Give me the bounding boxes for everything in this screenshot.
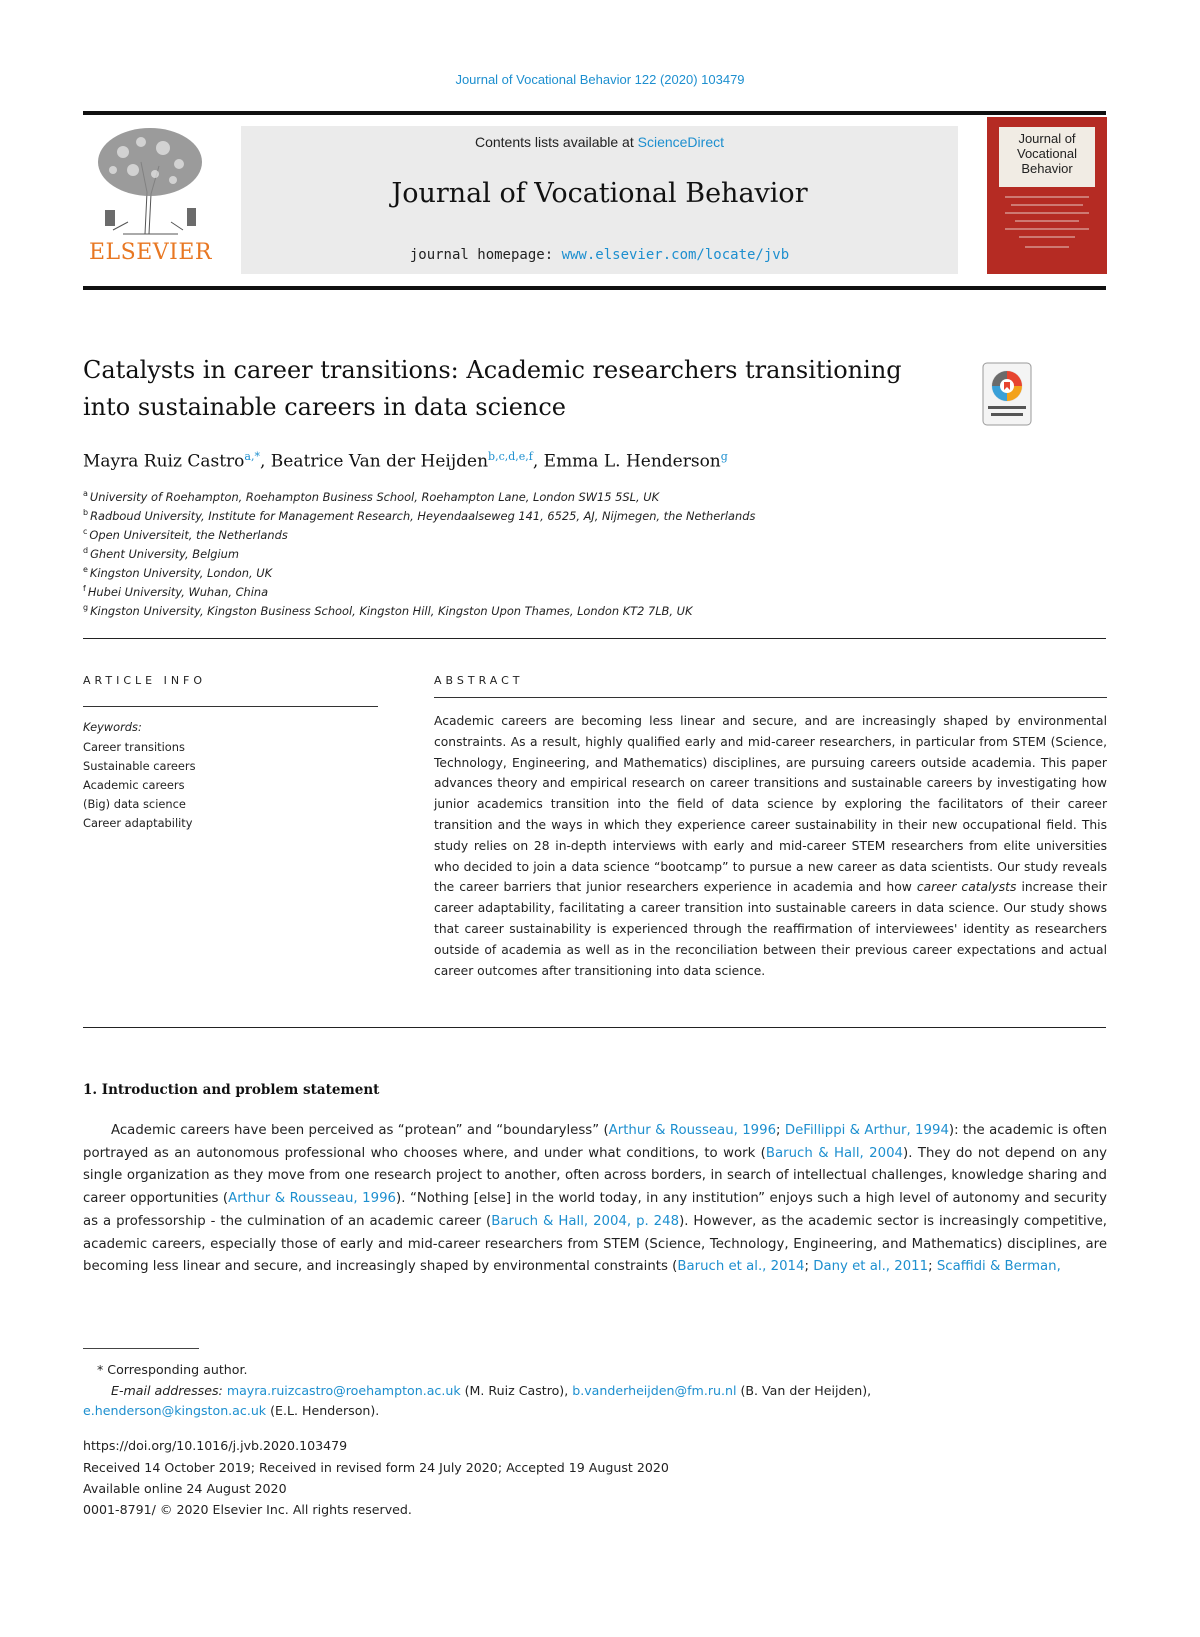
body-text: Academic careers have been perceived as “protean” and “boundaryless” (: [111, 1123, 609, 1138]
abstract-emphasis: career catalysts: [916, 880, 1017, 895]
available-online: Available online 24 August 2020: [83, 1481, 287, 1496]
affiliation: [83, 565, 1083, 580]
citation-link[interactable]: Dany et al., 2011: [813, 1259, 929, 1275]
header-top-rule: [83, 111, 1106, 115]
email-link[interactable]: mayra.ruizcastro@roehampton.ac.uk: [226, 1383, 461, 1398]
citation-link[interactable]: Arthur & Rousseau, 1996: [228, 1191, 397, 1207]
affiliation-text: Open Universiteit, the Netherlands: [89, 527, 288, 542]
body-text: ;: [928, 1259, 937, 1275]
keyword: (Big) data science: [83, 796, 186, 811]
citation-link[interactable]: Baruch et al., 2014: [677, 1259, 805, 1275]
elsevier-tree-icon: [83, 122, 218, 237]
affiliation-text: Radboud University, Institute for Management Research, Heyendaalseweg 141, 6525, AJ, Nijmegen, the Netherlands: [90, 508, 756, 523]
journal-cover: [987, 117, 1107, 274]
email-owner: (E.L. Henderson).: [266, 1403, 380, 1418]
affiliation-mark: d: [83, 546, 89, 555]
author-name[interactable]: Beatrice Van der Heijden: [270, 451, 489, 472]
body-text: ). They do not depend on any single organization as they move from one research project to another, often across borders, in search of intellectual challenges, knowledge sharing and career opportunities (: [83, 1145, 1108, 1207]
affiliation-text: Kingston University, Kingston Business School, Kingston Hill, Kingston Upon Thames, London KT2 7LB, UK: [90, 603, 693, 618]
affiliation-mark: a: [83, 489, 88, 498]
article-info-heading: ARTICLE INFO: [83, 674, 207, 687]
affiliation-mark: c: [83, 527, 88, 536]
sciencedirect-link[interactable]: ScienceDirect: [637, 134, 724, 150]
cover-decoration-icon: [1005, 193, 1089, 253]
abstract-bottom-rule: [83, 1027, 1106, 1028]
abstract-text-part: increase their career adaptability, facilitating a career transition into sustainable careers in data science. Our study shows that career sustainability is experienced through the reaffirmation of interviewees' identity as researchers outside of academia as well as in the reconciliation between their previous career expectations and actual career outcomes after transitioning into data science.: [434, 880, 1107, 978]
title-block-rule: [83, 638, 1106, 639]
abstract-text: [434, 711, 1107, 981]
homepage-link[interactable]: www.elsevier.com/locate/jvb: [561, 247, 790, 263]
article-info-rule: [83, 706, 378, 707]
keyword: Sustainable careers: [83, 758, 196, 773]
keyword-list: [83, 738, 383, 833]
affiliation-mark: e: [83, 565, 88, 574]
affiliation: [83, 508, 1083, 523]
article-title: [83, 352, 963, 426]
check-for-updates-icon[interactable]: [982, 362, 1032, 426]
keyword: Career adaptability: [83, 815, 193, 830]
affiliation: [83, 527, 1083, 542]
elsevier-wordmark: ELSEVIER: [88, 240, 212, 265]
keyword: Academic careers: [83, 777, 185, 792]
affiliation-text: Kingston University, London, UK: [89, 565, 273, 580]
affiliation-mark: f: [83, 584, 86, 593]
homepage-prefix: journal homepage:: [409, 247, 562, 263]
section-heading: 1. Introduction and problem statement: [83, 1082, 380, 1098]
affiliation-text: University of Roehampton, Roehampton Business School, Roehampton Lane, London SW15 5SL, UK: [89, 489, 660, 504]
affiliation-mark: g: [83, 603, 89, 612]
abstract-heading: ABSTRACT: [434, 674, 524, 687]
body-text: ): the academic is often portrayed as an autonomous professional who chooses where, and under what conditions, to work (: [83, 1123, 1107, 1161]
homepage-line: [241, 247, 958, 263]
citation-link[interactable]: Scaffidi & Berman,: [936, 1259, 1061, 1275]
intro-paragraph: [83, 1120, 1107, 1279]
masthead: [241, 126, 958, 274]
author-sep: ,: [259, 451, 271, 472]
affiliation: [83, 584, 1083, 599]
affiliation-mark: b: [83, 508, 89, 517]
author-affil-marks[interactable]: a,*: [244, 450, 260, 463]
affiliation: [83, 603, 1083, 618]
elsevier-logo: [83, 122, 218, 269]
received-dates: Received 14 October 2019; Received in revised form 24 July 2020; Accepted 19 August 2020: [83, 1460, 669, 1475]
keywords-label: Keywords:: [83, 720, 142, 734]
author-affil-marks[interactable]: b,c,d,e,f: [488, 450, 533, 463]
author-sep: ,: [532, 451, 544, 472]
affiliation: [83, 546, 1083, 561]
email-line: [83, 1403, 1107, 1418]
article-title-line-2: into sustainable careers in data science: [83, 393, 567, 421]
author-list: [83, 450, 1063, 472]
contents-prefix: Contents lists available at: [474, 134, 638, 150]
abstract-text-part: Academic careers are becoming less linear and secure, and are increasingly shaped by environmental constraints. As a result, highly qualified early and mid-career researchers, in particular from STEM (Science, Technology, Engineering, and Mathematics) disciplines, are pursuing careers outside academia. This paper advances theory and empirical research on career transitions and sustainable careers by investigating how junior academics transition into the field of data science by exploring the facilitators of their career transition and the ways in which they experience career sustainability in their new occupational field. This study relies on 28 in-depth interviews with early and mid-career STEM researchers from elite universities who decided to join a data science “bootcamp” to pursue a new career as data scientists. Our study reveals the career barriers that junior researchers experience in academia and how: [434, 714, 1107, 895]
body-text: ). However, as the academic sector is increasingly competitive, academic careers, especially those of early and mid-career researchers from STEM (Science, Technology, Engineering, and Mathematics) disciplines, are becoming less linear and secure, and increasingly shaped by environmental constraints (: [83, 1213, 1108, 1275]
article-title-line-1: Catalysts in career transitions: Academic researchers transitioning: [83, 356, 902, 384]
email-label: E-mail addresses:: [111, 1383, 223, 1398]
citation-link[interactable]: Baruch & Hall, 2004: [765, 1145, 904, 1161]
email-link[interactable]: e.henderson@kingston.ac.uk: [83, 1403, 267, 1418]
journal-reference[interactable]: Journal of Vocational Behavior 122 (2020) 103479: [455, 72, 745, 87]
abstract-rule: [434, 697, 1107, 698]
keyword: Career transitions: [83, 740, 185, 754]
citation-link[interactable]: Arthur & Rousseau, 1996: [608, 1123, 777, 1138]
body-text: ). “Nothing [else] in the world today, in any institution” enjoys such a high level of autonomy and security as a professorship - the culmination of an academic career (: [83, 1191, 1108, 1229]
affiliation-text: Hubei University, Wuhan, China: [87, 584, 269, 599]
footnote-rule: [83, 1348, 199, 1349]
author-affil-marks[interactable]: g: [720, 450, 728, 463]
email-owner: (B. Van der Heijden),: [736, 1383, 872, 1398]
body-text: ;: [776, 1123, 785, 1138]
citation-link[interactable]: DeFillippi & Arthur, 1994: [784, 1123, 949, 1138]
email-owner: (M. Ruiz Castro),: [460, 1383, 573, 1398]
author-name[interactable]: Mayra Ruiz Castro: [83, 451, 245, 472]
affiliation: [83, 489, 1083, 504]
citation-link[interactable]: Baruch & Hall, 2004, p. 248: [491, 1213, 680, 1229]
affiliation-text: Ghent University, Belgium: [90, 546, 239, 561]
header-bottom-rule: [83, 286, 1106, 290]
body-text: ;: [804, 1259, 814, 1275]
copyright-line: 0001-8791/ © 2020 Elsevier Inc. All rights reserved.: [83, 1502, 412, 1517]
cover-title: Journal of Vocational Behavior: [1017, 131, 1077, 176]
corresponding-author-note: * Corresponding author.: [97, 1362, 248, 1377]
email-line: [111, 1383, 1135, 1398]
journal-title: Journal of Vocational Behavior: [391, 178, 808, 209]
doi-link[interactable]: https://doi.org/10.1016/j.jvb.2020.103479: [83, 1438, 348, 1453]
contents-line: [241, 134, 958, 150]
email-link[interactable]: b.vanderheijden@fm.ru.nl: [572, 1383, 737, 1398]
author-name[interactable]: Emma L. Henderson: [543, 451, 721, 472]
